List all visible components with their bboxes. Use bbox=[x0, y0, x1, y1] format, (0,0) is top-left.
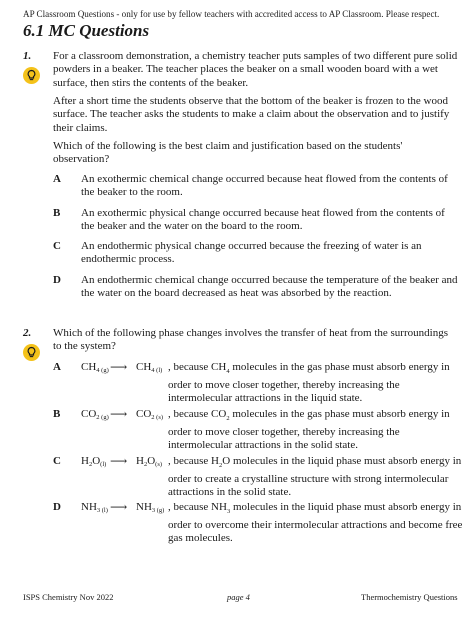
q1-option-a-text[interactable]: An exothermic chemical change occurred because heat flowed from the contents of the beaker to the room. bbox=[81, 173, 448, 199]
reaction-arrow-icon: ⟶ bbox=[110, 454, 128, 468]
q2-option-a-reactant: $CH_{4 (g)}$ bbox=[81, 361, 109, 374]
q2-option-d-letter[interactable]: D bbox=[53, 501, 61, 513]
question-1-prompt: Which of the following is the best claim and justification based on the students' observation? bbox=[53, 140, 403, 166]
reaction-arrow-icon: ⟶ bbox=[110, 360, 128, 374]
question-2-prompt: Which of the following phase changes involves the transfer of heat from the surroundings to the system? bbox=[53, 327, 448, 353]
question-1-number: 1. bbox=[23, 50, 32, 62]
reaction-arrow-icon: ⟶ bbox=[110, 500, 128, 514]
q2-option-b-product: $CO_{2 (s)}$ bbox=[136, 408, 164, 421]
q2-option-d-product: $NH_{3 (g)}$ bbox=[136, 501, 165, 514]
access-notice: AP Classroom Questions - only for use by fellow teachers with accredited access to AP Classroom. Please respect. bbox=[23, 9, 440, 19]
reaction-arrow-icon: ⟶ bbox=[110, 407, 128, 421]
q2-option-b-letter[interactable]: B bbox=[53, 408, 61, 420]
q2-option-a-letter[interactable]: A bbox=[53, 361, 61, 373]
q1-option-d-letter[interactable]: D bbox=[53, 274, 61, 286]
question-1-observation: After a short time the students observe that the bottom of the beaker is frozen to the wood surface. The teacher asks the students to make a claim about the observation and to justify their claims. bbox=[53, 95, 450, 134]
q2-option-c-product: $H_2O_{(s)}$ bbox=[136, 455, 163, 468]
q2-option-a-product: $CH_{4 (l)}$ bbox=[136, 361, 163, 374]
q1-option-a-letter[interactable]: A bbox=[53, 173, 61, 185]
q1-option-c-letter[interactable]: C bbox=[53, 240, 61, 252]
footer-course: ISPS Chemistry Nov 2022 bbox=[23, 592, 114, 602]
q2-option-d-reactant: $NH_{3 (l)}$ bbox=[81, 501, 108, 514]
q2-option-b-explanation[interactable]: , because $CO_2$ molecules in the gas phase must absorb energy in order to move closer together, thereby increasing the intermolecular attractions in the solid state. bbox=[168, 408, 450, 451]
question-2-number: 2. bbox=[23, 327, 32, 339]
q1-option-b-text[interactable]: An exothermic physical change occurred because heat flowed from the contents of the beaker and the water on the board to the room. bbox=[81, 207, 445, 233]
q2-option-c-letter[interactable]: C bbox=[53, 455, 61, 467]
q1-option-d-text[interactable]: An endothermic chemical change occurred because the temperature of the beaker and the water on the board decreased as heat was absorbed by the reaction. bbox=[81, 274, 458, 300]
q2-option-c-explanation[interactable]: , because $H_2O$ molecules in the liquid phase must absorb energy in order to create a crystalline structure with strong intermolecular attractions in the solid state. bbox=[168, 455, 462, 498]
q1-option-c-text[interactable]: An endothermic physical change occurred because the freezing of water is an endothermic process. bbox=[81, 240, 422, 266]
question-1-scenario: For a classroom demonstration, a chemistry teacher puts samples of two different pure solid powders in a beaker. The teacher places the beaker on a small wooden board with a wet surface, then stirs the contents of the beaker. bbox=[53, 50, 458, 89]
q2-option-d-explanation[interactable]: , because $NH_3$ molecules in the liquid phase must absorb energy in order to overcome their intermolecular attractions and become free gas molecules. bbox=[168, 501, 463, 544]
q2-option-a-explanation[interactable]: , because $CH_4$ molecules in the gas phase must absorb energy in order to move closer together, thereby increasing the intermolecular attractions in the liquid state. bbox=[168, 361, 450, 404]
lightbulb-icon bbox=[23, 67, 40, 84]
footer-page-number: page 4 bbox=[227, 592, 250, 602]
q2-option-b-reactant: $CO_{2 (g)}$ bbox=[81, 408, 109, 421]
section-title: 6.1 MC Questions bbox=[23, 21, 150, 40]
footer-topic: Thermochemistry Questions bbox=[361, 592, 458, 602]
lightbulb-icon bbox=[23, 344, 40, 361]
q1-option-b-letter[interactable]: B bbox=[53, 207, 61, 219]
q2-option-c-reactant: $H_2O_{(l)}$ bbox=[81, 455, 107, 468]
